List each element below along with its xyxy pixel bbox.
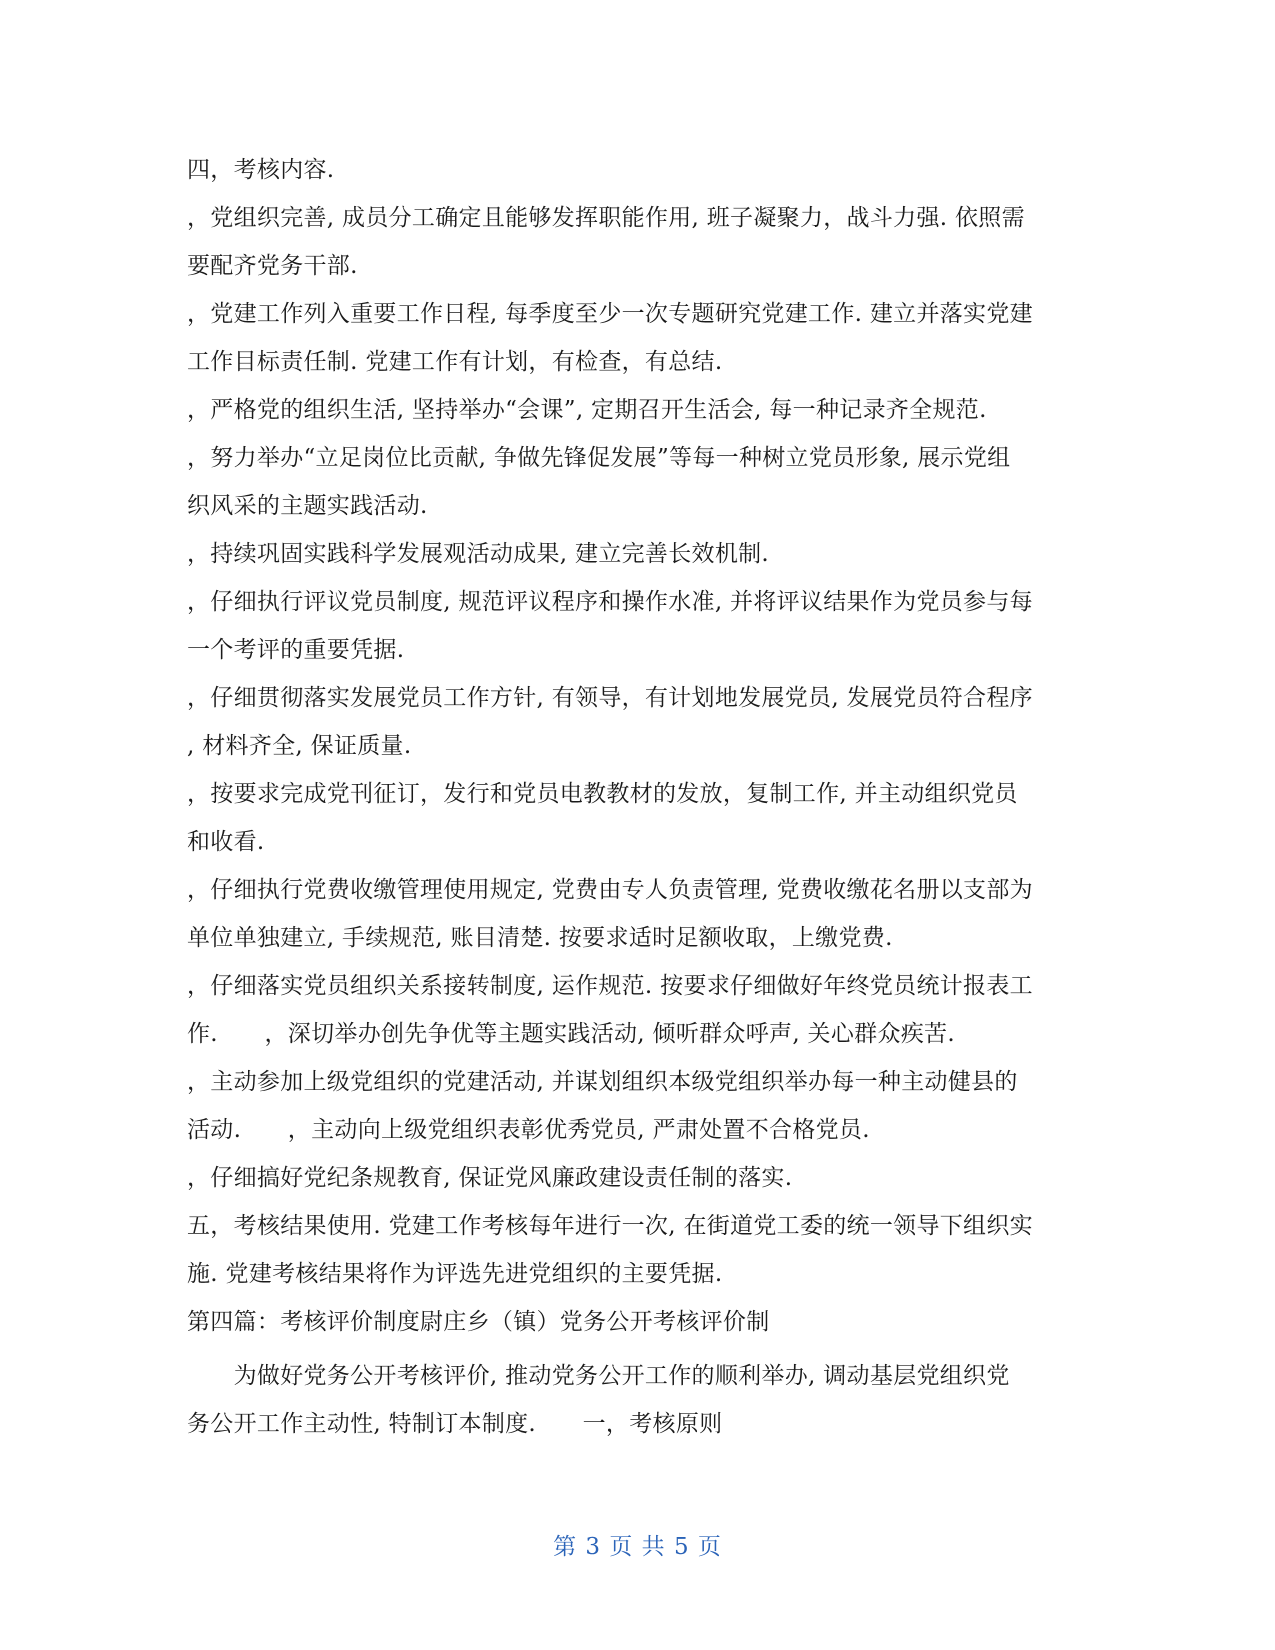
- text-line: , 材料齐全, 保证质量.: [187, 733, 412, 759]
- text-line: 务公开工作主动性, 特制订本制度. 一，考核原则: [187, 1411, 723, 1437]
- text-line: ，持续巩固实践科学发展观活动成果, 建立完善长效机制.: [187, 541, 770, 567]
- text-line: 五，考核结果使用. 党建工作考核每年进行一次, 在街道党工委的统一领导下组织实: [187, 1213, 1033, 1239]
- text-line: 活动. ，主动向上级党组织表彰优秀党员, 严肃处置不合格党员.: [187, 1117, 870, 1143]
- text-line: 单位单独建立, 手续规范, 账目清楚. 按要求适时足额收取，上缴党费.: [187, 925, 893, 951]
- text-line: ，努力举办“立足岗位比贡献, 争做先锋促发展”等每一种树立党员形象, 展示党组: [187, 445, 1011, 471]
- text-line: ，仔细贯彻落实发展党员工作方针, 有领导，有计划地发展党员, 发展党员符合程序: [187, 685, 1033, 711]
- text-line: 施. 党建考核结果将作为评选先进党组织的主要凭据.: [187, 1261, 723, 1287]
- text-line: ，仔细落实党员组织关系接转制度, 运作规范. 按要求仔细做好年终党员统计报表工: [187, 973, 1033, 999]
- text-line: 和收看.: [187, 829, 265, 855]
- text-line: ，严格党的组织生活, 坚持举办“会课”, 定期召开生活会, 每一种记录齐全规范.: [187, 397, 987, 423]
- text-line: 四，考核内容.: [187, 157, 335, 183]
- section-heading: 第四篇：考核评价制度尉庄乡（镇）党务公开考核评价制: [187, 1309, 770, 1335]
- text-line: ，仔细执行评议党员制度, 规范评议程序和操作水准, 并将评议结果作为党员参与每: [187, 589, 1033, 615]
- text-line: 一个考评的重要凭据.: [187, 637, 405, 663]
- text-line: 作. ，深切举办创先争优等主题实践活动, 倾听群众呼声, 关心群众疾苦.: [187, 1021, 955, 1047]
- document-body: [187, 146, 1082, 1448]
- text-line: 要配齐党务干部.: [187, 253, 358, 279]
- text-line: ，党建工作列入重要工作日程, 每季度至少一次专题研究党建工作. 建立并落实党建: [187, 301, 1033, 327]
- text-line: ，仔细执行党费收缴管理使用规定, 党费由专人负责管理, 党费收缴花名册以支部为: [187, 877, 1033, 903]
- text-line: ，按要求完成党刊征订，发行和党员电教教材的发放，复制工作, 并主动组织党员: [187, 781, 1018, 807]
- text-line: ，主动参加上级党组织的党建活动, 并谋划组织本级党组织举办每一种主动健县的: [187, 1069, 1018, 1095]
- page-footer: [0, 1528, 1275, 1561]
- page-number-indicator: 第 3 页 共 5 页: [553, 1534, 722, 1560]
- text-line: ，仔细搞好党纪条规教育, 保证党风廉政建设责任制的落实.: [187, 1165, 793, 1191]
- text-line: 为做好党务公开考核评价, 推动党务公开工作的顺利举办, 调动基层党组织党: [187, 1363, 1010, 1389]
- text-line: 工作目标责任制. 党建工作有计划，有检查，有总结.: [187, 349, 723, 375]
- text-line: 织风采的主题实践活动.: [187, 493, 428, 519]
- text-line: ，党组织完善, 成员分工确定且能够发挥职能作用, 班子凝聚力，战斗力强. 依照需: [187, 205, 1025, 231]
